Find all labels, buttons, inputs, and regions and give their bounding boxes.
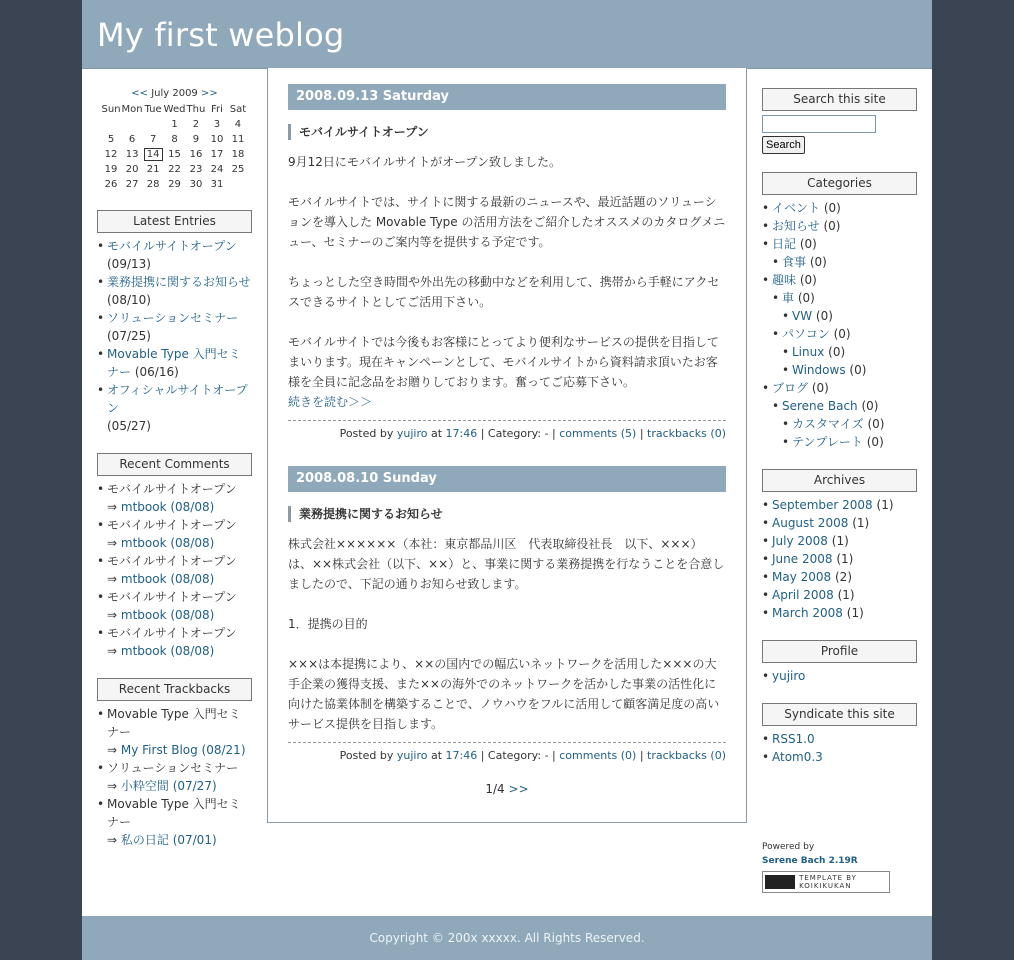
archive-count: (2) bbox=[835, 570, 852, 584]
category-count: (0) bbox=[815, 309, 833, 323]
calendar-day bbox=[227, 177, 248, 192]
archive-count: (1) bbox=[876, 498, 894, 512]
calendar bbox=[97, 88, 252, 192]
list-item bbox=[97, 309, 252, 345]
calendar-day: 15 bbox=[168, 149, 181, 160]
badge-text: TEMPLATE BY KOIKIKUKAN bbox=[799, 874, 857, 890]
category-count: (0) bbox=[811, 381, 829, 395]
calendar-day: 19 bbox=[104, 164, 118, 175]
category-link[interactable]: Serene Bach bbox=[782, 399, 858, 413]
calendar-day: 21 bbox=[146, 164, 160, 175]
pagination bbox=[268, 782, 746, 796]
entry bbox=[268, 466, 746, 762]
separator: | bbox=[639, 427, 644, 440]
latest-entries-list bbox=[97, 237, 252, 435]
category-link[interactable]: 食事 bbox=[782, 255, 807, 269]
calendar-day: 13 bbox=[125, 149, 139, 160]
archive-count: (1) bbox=[852, 516, 870, 530]
entry-paragraph: 株式会社××××××（本社：東京都品川区 代表取締役社長 以下、×××）は、××株式会社（以下、××）と、事業に関する業務提携を行なうことを合意しましたので、下記の通りお知らせ致します。 bbox=[288, 537, 725, 591]
archive-link[interactable]: March 2008 bbox=[772, 606, 843, 620]
calendar-prev-link[interactable]: << bbox=[131, 88, 148, 99]
archive-count: (1) bbox=[831, 534, 849, 548]
calendar-day: 17 bbox=[210, 149, 224, 160]
calendar-day: 10 bbox=[210, 134, 224, 145]
comment-link[interactable]: mtbook (08/08) bbox=[120, 572, 215, 586]
archives-list bbox=[762, 496, 917, 622]
calendar-day: 5 bbox=[107, 134, 115, 145]
calendar-day-header: Fri bbox=[210, 104, 223, 115]
category-link[interactable]: テンプレート bbox=[792, 435, 863, 449]
category-count: (0) bbox=[799, 237, 817, 251]
calendar-day: 31 bbox=[210, 179, 224, 190]
syndicate-title: Syndicate this site bbox=[762, 703, 917, 726]
author-link[interactable]: yujiro bbox=[396, 427, 428, 440]
calendar-day: 16 bbox=[189, 149, 203, 160]
entry-paragraph: ×××は本提携により、××の国内での幅広いネットワークを活用した×××の大手企業の獲得支援、また××の海外でのネットワークを活かした事業の活性化に向けた協業体制を構築することで、ノウハウをフルに活用して顧客満足度の高いサービス提供を目指します。 bbox=[288, 657, 720, 731]
calendar-day: 30 bbox=[189, 179, 203, 190]
calendar-month-nav bbox=[97, 88, 252, 99]
entry-date: (06/16) bbox=[134, 365, 179, 379]
entry-paragraph: モバイルサイトでは今後もお客様にとってより便利なサービスの提供を目指してまいります。現在キャンペーンとして、モバイルサイトから資料請求頂いたお客様を全員に記念品をお贈りしております。奮ってご応募下さい。 bbox=[288, 335, 719, 389]
calendar-day-header: Tue bbox=[144, 104, 162, 115]
syndicate-item bbox=[762, 730, 917, 748]
category-count: (0) bbox=[866, 435, 884, 449]
category-label: | Category: - | bbox=[480, 427, 556, 440]
profile-link[interactable]: yujiro bbox=[772, 669, 806, 683]
list-item bbox=[97, 273, 252, 309]
entry-date: (07/25) bbox=[107, 329, 151, 343]
search-title: Search this site bbox=[762, 88, 917, 111]
comment-link[interactable]: mtbook (08/08) bbox=[120, 536, 215, 550]
archive-count: (1) bbox=[846, 606, 864, 620]
entry-title[interactable]: 業務提携に関するお知らせ bbox=[288, 506, 726, 522]
site-footer bbox=[82, 916, 932, 960]
permalink-time[interactable]: 17:46 bbox=[445, 427, 478, 440]
category-count: (0) bbox=[799, 273, 817, 287]
list-item: • モバイルサイトオープン ⇒ mtbook (08/08) bbox=[97, 624, 252, 660]
trackback-entry: Movable Type 入門セミナー bbox=[107, 797, 241, 829]
posted-by-label: Posted by bbox=[339, 427, 394, 440]
entry-footer bbox=[288, 742, 726, 762]
page-indicator: 1/4 bbox=[485, 782, 505, 796]
calendar-day-header: Wed bbox=[163, 104, 186, 115]
archive-item bbox=[762, 568, 917, 586]
category-item bbox=[782, 415, 917, 433]
category-count: (0) bbox=[861, 399, 879, 413]
category-item bbox=[782, 361, 917, 379]
recent-comments-title: Recent Comments bbox=[97, 453, 252, 476]
category-count: (0) bbox=[809, 255, 827, 269]
category-count: (0) bbox=[833, 327, 851, 341]
archive-link[interactable]: September 2008 bbox=[772, 498, 873, 512]
archives-title: Archives bbox=[762, 469, 917, 492]
trackback-link[interactable]: My First Blog (08/21) bbox=[120, 743, 246, 757]
calendar-day: 11 bbox=[231, 134, 245, 145]
calendar-day: 25 bbox=[231, 164, 245, 175]
calendar-day bbox=[143, 117, 164, 132]
next-page-link[interactable]: >> bbox=[508, 782, 529, 796]
search-section bbox=[762, 88, 917, 154]
comments-link[interactable]: comments (0) bbox=[559, 749, 637, 762]
calendar-day: 1 bbox=[171, 119, 178, 130]
trackback-link[interactable]: 私の日記 (07/01) bbox=[120, 833, 217, 847]
page bbox=[82, 0, 932, 960]
rss-link[interactable]: RSS1.0 bbox=[772, 732, 815, 746]
calendar-today bbox=[143, 147, 164, 162]
archive-link[interactable]: July 2008 bbox=[772, 534, 828, 548]
comment-entry: モバイルサイトオープン bbox=[107, 482, 237, 496]
entry-title[interactable]: モバイルサイトオープン bbox=[288, 124, 726, 140]
site-header bbox=[82, 0, 932, 69]
calendar-day: 6 bbox=[128, 134, 136, 145]
separator: | bbox=[639, 749, 644, 762]
calendar-day: 27 bbox=[125, 179, 139, 190]
category-item bbox=[762, 217, 917, 235]
category-item bbox=[782, 433, 917, 451]
entry-date-header: 2008.08.10 Sunday bbox=[288, 466, 726, 492]
archive-item bbox=[762, 532, 917, 550]
badge-graphic-icon bbox=[765, 875, 795, 889]
archive-link[interactable]: June 2008 bbox=[772, 552, 833, 566]
powered-by-label: Powered by bbox=[762, 842, 815, 852]
right-sidebar bbox=[762, 88, 917, 766]
category-item bbox=[762, 235, 917, 253]
comment-entry: モバイルサイトオープン bbox=[107, 518, 237, 532]
recent-comments bbox=[97, 453, 252, 660]
entry-paragraph: 1．提携の目的 bbox=[288, 617, 368, 631]
posted-by-label: Posted by bbox=[339, 749, 394, 762]
list-item bbox=[97, 345, 252, 381]
read-more-link[interactable]: 続きを読む＞＞ bbox=[288, 395, 373, 409]
at-label: at bbox=[430, 749, 443, 762]
entry-paragraph: 9月12日にモバイルサイトがオープン致しました。 bbox=[288, 155, 561, 169]
archive-item bbox=[762, 496, 917, 514]
calendar-day: 29 bbox=[168, 179, 181, 190]
category-count: (0) bbox=[828, 345, 846, 359]
calendar-day: 7 bbox=[149, 134, 157, 145]
archive-link[interactable]: April 2008 bbox=[772, 588, 834, 602]
calendar-day: 24 bbox=[210, 164, 224, 175]
site-title[interactable]: My first weblog bbox=[97, 16, 345, 54]
left-sidebar bbox=[97, 88, 252, 849]
trackbacks-link[interactable]: trackbacks (0) bbox=[647, 749, 726, 762]
profile-title: Profile bbox=[762, 640, 917, 663]
syndicate-item bbox=[762, 748, 917, 766]
comment-entry: モバイルサイトオープン bbox=[107, 554, 237, 568]
comment-link[interactable]: mtbook (08/08) bbox=[120, 644, 215, 658]
entry-paragraph: モバイルサイトでは、サイトに関する最新のニュースや、最近話題のソリューションを導入した Movable Type の活用方法をご紹介したオススメのカタログメニュー、セミナーのご案内等を提供する予定です。 bbox=[288, 195, 726, 249]
calendar-day: 20 bbox=[125, 164, 139, 175]
trackbacks-link[interactable]: trackbacks (0) bbox=[647, 427, 726, 440]
calendar-day: 12 bbox=[104, 149, 118, 160]
trackback-entry: Movable Type 入門セミナー bbox=[107, 707, 241, 739]
author-link[interactable]: yujiro bbox=[396, 749, 428, 762]
calendar-today-number: 14 bbox=[144, 148, 163, 161]
calendar-day: 18 bbox=[231, 149, 245, 160]
category-count: (0) bbox=[797, 291, 815, 305]
calendar-month: July 2009 bbox=[151, 88, 198, 99]
category-link[interactable]: イベント bbox=[772, 201, 821, 215]
entry-body bbox=[288, 534, 726, 734]
calendar-day: 22 bbox=[168, 164, 181, 175]
calendar-day: 26 bbox=[104, 179, 118, 190]
entry-link[interactable]: ソリューションセミナー bbox=[107, 311, 239, 325]
calendar-next-link[interactable]: >> bbox=[201, 88, 218, 99]
recent-comments-list bbox=[97, 480, 252, 660]
category-link[interactable]: カスタマイズ bbox=[792, 417, 864, 431]
list-item: • Movable Type 入門セミナー ⇒ My First Blog (08/21) bbox=[97, 705, 252, 759]
archive-link[interactable]: August 2008 bbox=[772, 516, 849, 530]
atom-link[interactable]: Atom0.3 bbox=[772, 750, 823, 764]
archive-item bbox=[762, 604, 917, 622]
archive-count: (1) bbox=[836, 552, 854, 566]
list-item: • モバイルサイトオープン ⇒ mtbook (08/08) bbox=[97, 552, 252, 588]
main-content bbox=[267, 68, 747, 823]
category-item bbox=[772, 325, 917, 343]
entry-date: (05/27) bbox=[107, 419, 151, 433]
syndicate bbox=[762, 703, 917, 766]
search-button[interactable]: Search bbox=[762, 136, 805, 154]
recent-trackbacks-list bbox=[97, 705, 252, 849]
profile bbox=[762, 640, 917, 685]
category-item bbox=[762, 271, 917, 289]
latest-entries-title: Latest Entries bbox=[97, 210, 252, 233]
categories-title: Categories bbox=[762, 172, 917, 195]
comment-entry: モバイルサイトオープン bbox=[107, 626, 237, 640]
archive-item bbox=[762, 586, 917, 604]
entry-link[interactable]: モバイルサイトオープン bbox=[107, 239, 237, 253]
list-item bbox=[97, 237, 252, 273]
category-item bbox=[772, 253, 917, 271]
category-link[interactable]: 趣味 bbox=[772, 273, 797, 287]
category-link[interactable]: Windows bbox=[792, 363, 846, 377]
category-link[interactable]: Linux bbox=[792, 345, 825, 359]
calendar-day-header: Thu bbox=[186, 104, 206, 115]
syndicate-list bbox=[762, 730, 917, 766]
category-item bbox=[782, 343, 917, 361]
calendar-day: 4 bbox=[234, 119, 242, 130]
entry bbox=[268, 84, 746, 440]
calendar-day bbox=[101, 117, 122, 132]
list-item bbox=[97, 381, 252, 435]
category-link[interactable]: お知らせ bbox=[772, 219, 820, 233]
category-item bbox=[782, 307, 917, 325]
calendar-day-header: Sun bbox=[101, 104, 121, 115]
category-label: | Category: - | bbox=[480, 749, 556, 762]
recent-trackbacks-title: Recent Trackbacks bbox=[97, 678, 252, 701]
entry-date: (09/13) bbox=[107, 257, 151, 271]
category-count: (0) bbox=[823, 201, 841, 215]
profile-item bbox=[762, 667, 917, 685]
category-count: (0) bbox=[823, 219, 841, 233]
entry-footer bbox=[288, 420, 726, 440]
comment-entry: モバイルサイトオープン bbox=[107, 590, 237, 604]
entry-body bbox=[288, 152, 726, 412]
category-link[interactable]: VW bbox=[792, 309, 813, 323]
calendar-day-header: Mon bbox=[121, 104, 143, 115]
category-item bbox=[772, 397, 917, 415]
categories bbox=[762, 172, 917, 451]
category-count: (0) bbox=[849, 363, 867, 377]
calendar-day: 28 bbox=[146, 179, 160, 190]
calendar-table bbox=[101, 102, 249, 192]
entry-date-header: 2008.09.13 Saturday bbox=[288, 84, 726, 110]
categories-list bbox=[762, 199, 917, 451]
search-input[interactable] bbox=[762, 115, 876, 133]
trackback-entry: ソリューションセミナー bbox=[107, 761, 239, 775]
entry-link[interactable]: 業務提携に関するお知らせ bbox=[107, 275, 251, 289]
list-item: • モバイルサイトオープン ⇒ mtbook (08/08) bbox=[97, 516, 252, 552]
entry-link[interactable]: オフィシャルサイトオープン bbox=[107, 383, 248, 415]
archive-item bbox=[762, 550, 917, 568]
serene-bach-link[interactable]: Serene Bach 2.19R bbox=[762, 856, 858, 866]
list-item: • Movable Type 入門セミナー ⇒ 私の日記 (07/01) bbox=[97, 795, 252, 849]
category-item bbox=[772, 289, 917, 307]
category-count: (0) bbox=[867, 417, 885, 431]
list-item: • モバイルサイトオープン ⇒ mtbook (08/08) bbox=[97, 588, 252, 624]
calendar-day bbox=[122, 117, 143, 132]
profile-list bbox=[762, 667, 917, 685]
list-item: • モバイルサイトオープン ⇒ mtbook (08/08) bbox=[97, 480, 252, 516]
calendar-day: 8 bbox=[171, 134, 178, 145]
permalink-time[interactable]: 17:46 bbox=[445, 749, 478, 762]
calendar-day-header: Sat bbox=[229, 104, 247, 115]
copyright-text: Copyright © 200x xxxxx. All Rights Reserved. bbox=[369, 931, 645, 945]
calendar-day: 3 bbox=[213, 119, 221, 130]
entry-link[interactable]: Movable Type 入門セミナー bbox=[107, 347, 241, 379]
comment-link[interactable]: mtbook (08/08) bbox=[120, 608, 215, 622]
entry-date: (08/10) bbox=[107, 293, 151, 307]
list-item: • ソリューションセミナー ⇒ 小粋空間 (07/27) bbox=[97, 759, 252, 795]
category-item bbox=[762, 379, 917, 397]
calendar-day: 9 bbox=[192, 134, 200, 145]
trackback-link[interactable]: 小粋空間 (07/27) bbox=[120, 779, 217, 793]
at-label: at bbox=[430, 427, 443, 440]
archive-item bbox=[762, 514, 917, 532]
comment-link[interactable]: mtbook (08/08) bbox=[120, 500, 215, 514]
calendar-day: 2 bbox=[192, 119, 200, 130]
comments-link[interactable]: comments (5) bbox=[559, 427, 637, 440]
entry-paragraph: ちょっとした空き時間や外出先の移動中などを利用して、携帯から手軽にアクセスできるサイトとしてご活用下さい。 bbox=[288, 275, 720, 309]
powered-by bbox=[762, 840, 890, 893]
archives bbox=[762, 469, 917, 622]
recent-trackbacks bbox=[97, 678, 252, 849]
archive-count: (1) bbox=[837, 588, 855, 602]
category-link[interactable]: ブログ bbox=[772, 381, 809, 395]
latest-entries bbox=[97, 210, 252, 435]
category-link[interactable]: 日記 bbox=[772, 237, 797, 251]
archive-link[interactable]: May 2008 bbox=[772, 570, 832, 584]
calendar-day: 23 bbox=[189, 164, 203, 175]
category-link[interactable]: 車 bbox=[782, 291, 795, 305]
template-badge[interactable] bbox=[762, 871, 890, 893]
category-link[interactable]: パソコン bbox=[782, 327, 830, 341]
category-item bbox=[762, 199, 917, 217]
